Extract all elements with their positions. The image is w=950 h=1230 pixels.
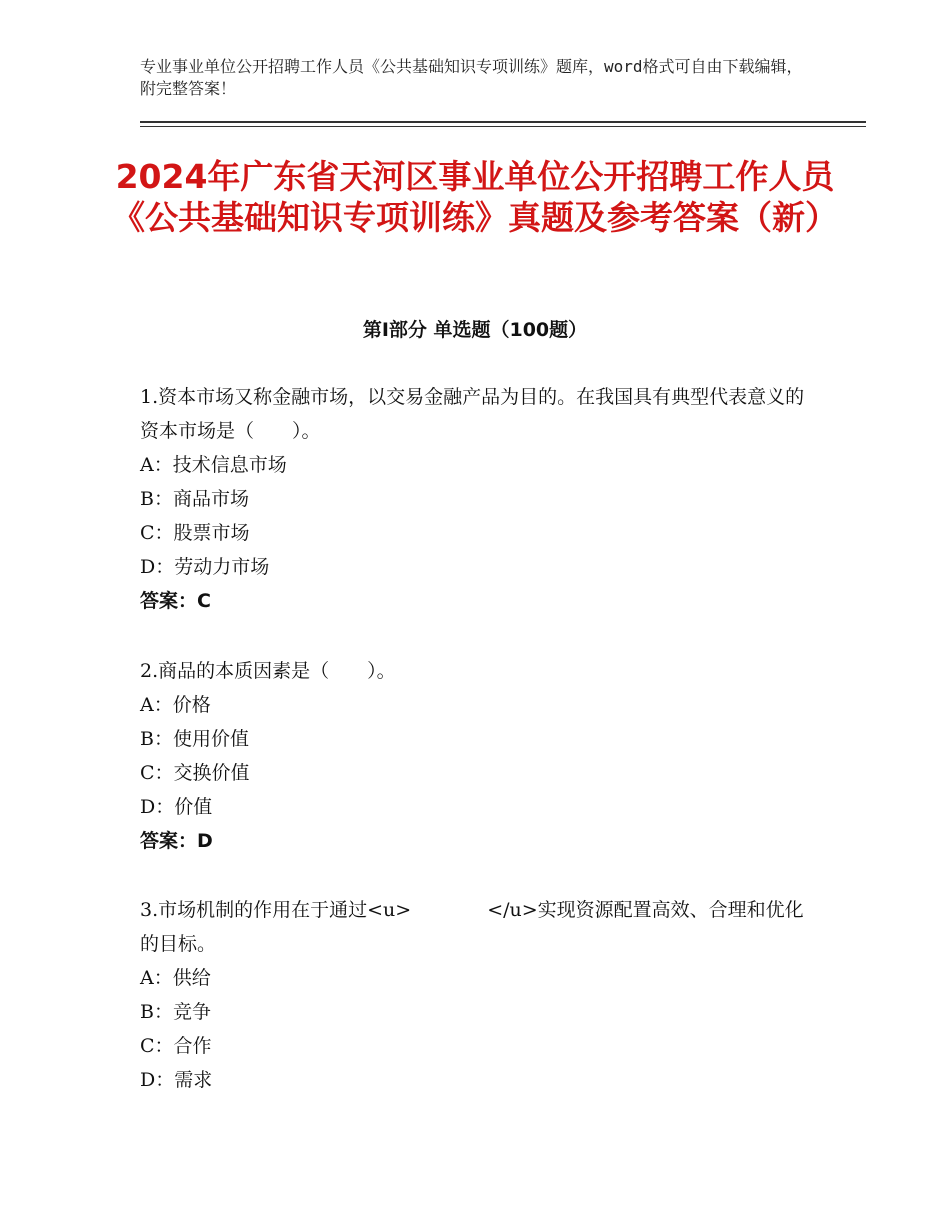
header-divider-thin <box>140 126 866 127</box>
section-title: 第Ⅰ部分 单选题（100题） <box>362 319 588 341</box>
option-d: D：劳动力市场 <box>140 556 270 578</box>
question-3 <box>140 893 820 1097</box>
option-a: A：供给 <box>140 967 211 989</box>
option-a: A：技术信息市场 <box>140 454 287 476</box>
answer-label: 答案：D <box>140 830 213 852</box>
question-stem: 2.商品的本质因素是（ ）。 <box>140 660 396 682</box>
option-c: C：合作 <box>140 1035 212 1057</box>
question-1 <box>140 380 820 618</box>
option-b: B：使用价值 <box>140 728 249 750</box>
question-2 <box>140 654 820 858</box>
option-a: A：价格 <box>140 694 211 716</box>
option-b: B：竞争 <box>140 1001 211 1023</box>
option-c: C：股票市场 <box>140 522 250 544</box>
question-stem: 3.市场机制的作用在于通过<u> </u>实现资源配置高效、合理和优化的目标。 <box>140 899 804 955</box>
header-note: 专业事业单位公开招聘工作人员《公共基础知识专项训练》题库，word格式可自由下载编辑，附完整答案！ <box>140 57 803 98</box>
option-b: B：商品市场 <box>140 488 249 510</box>
option-d: D：需求 <box>140 1069 213 1091</box>
option-c: C：交换价值 <box>140 762 250 784</box>
header-divider-thick <box>140 121 866 123</box>
answer-label: 答案：C <box>140 590 211 612</box>
option-d: D：价值 <box>140 796 213 818</box>
document-title: 2024年广东省天河区事业单位公开招聘工作人员《公共基础知识专项训练》真题及参考答案（新） <box>112 157 838 237</box>
question-stem: 1.资本市场又称金融市场，以交易金融产品为目的。在我国具有典型代表意义的资本市场是（ ）。 <box>140 386 805 442</box>
